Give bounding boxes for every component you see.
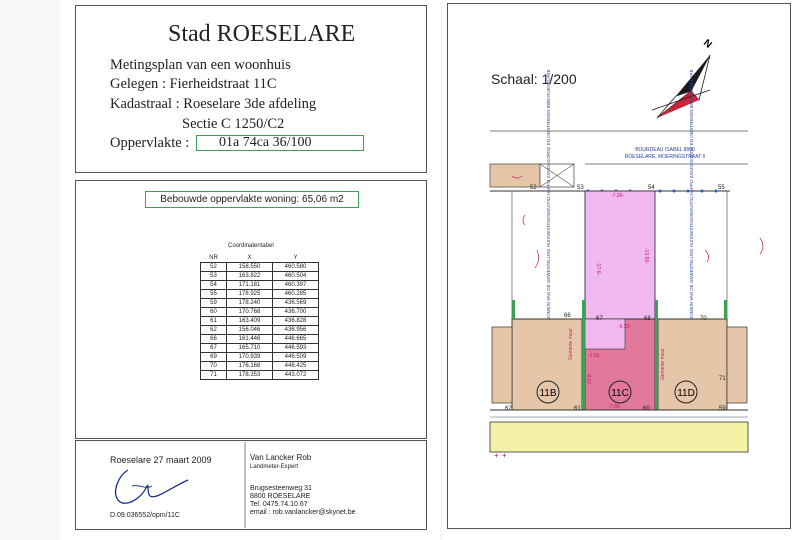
table-cell: 178.240 (227, 299, 273, 308)
point-number: 70 (700, 316, 707, 322)
point-number: 52 (530, 185, 537, 191)
point-number: 71 (719, 376, 726, 382)
coordinates-caption: Coordinatentabel (228, 243, 274, 249)
lot-label-11d: 11D (677, 388, 695, 399)
reference: D.09.036552/opm/11C (110, 512, 180, 519)
table-cell: 446.425 (273, 362, 319, 371)
neighbor-right: DOMEIN VAN DE GEWESTELIJKE HUISVESTINGSMAATSCHAPPIJ ZANDVOORDE EN OMSTREKEN 8800 ROESELARE (689, 69, 694, 320)
party-wall-label: Gemene muur (568, 328, 574, 360)
point-number: 55 (718, 185, 725, 191)
table-cell: 59 (201, 299, 227, 308)
table-cell: 60 (201, 308, 227, 317)
shed-left (490, 164, 540, 187)
table-cell: 66 (201, 335, 227, 344)
table-cell: 176.168 (227, 362, 273, 371)
table-cell: 460.285 (273, 290, 319, 299)
table-cell: 436.700 (273, 308, 319, 317)
point-number: 62 (505, 406, 512, 412)
point-number: 54 (648, 185, 655, 191)
table-cell: 70 (201, 362, 227, 371)
svg-text:+: + (494, 451, 499, 460)
table-cell: 62 (201, 326, 227, 335)
measure-label: -7.36- (608, 404, 622, 410)
built-area: Bebouwde oppervlakte woning: 65,06 m2 (145, 191, 359, 208)
measure-label: -2.53- (588, 353, 602, 359)
subject-line: Metingsplan van een woonhuis (110, 57, 291, 73)
surveyor-title: Landmeter-Expert (250, 464, 299, 470)
table-cell: 156.046 (227, 326, 273, 335)
party-wall-label: Gemene muur (660, 348, 666, 380)
point-number: 61 (574, 406, 581, 412)
measure-label: -7.36- (611, 193, 625, 199)
table-cell: 460.397 (273, 281, 319, 290)
column-header: Y (293, 255, 298, 261)
table-cell: 54 (201, 281, 227, 290)
column-header: NR (209, 255, 218, 261)
table-cell: 460.580 (273, 263, 319, 272)
point-number: 60 (643, 406, 650, 412)
location-label: Gelegen (110, 76, 159, 92)
table-cell: 161.446 (227, 335, 273, 344)
table-cell: 163.822 (227, 272, 273, 281)
table-cell: 71 (201, 371, 227, 380)
lot-label-11c: 11C (611, 388, 629, 399)
point-number: 67 (596, 316, 603, 322)
street-strip (490, 422, 748, 452)
section-value: Sectie C 1250/C2 (182, 116, 285, 132)
north-arrow-icon (652, 38, 714, 118)
table-cell: 446.665 (273, 335, 319, 344)
cadastre-line: Kadastraal : Roeselare 3de afdeling (110, 96, 317, 112)
point-number: 66 (564, 313, 571, 319)
table-cell: 170.768 (227, 308, 273, 317)
surveyor-name: Van Lancker Rob (250, 453, 312, 462)
table-cell: 163.409 (227, 317, 273, 326)
table-cell: 178.353 (227, 371, 273, 380)
neighbor-top-1: BOURDEAU ISABEL 8800 (635, 147, 695, 153)
measure-label: -8.07- (585, 373, 591, 387)
table-cell: 178.925 (227, 290, 273, 299)
point-number: 68 (644, 316, 651, 322)
measure-label: -13.59- (643, 248, 649, 264)
table-cell: 61 (201, 317, 227, 326)
table-cell: 55 (201, 290, 227, 299)
column-header: X (247, 255, 252, 261)
area-line: Oppervlakte : (110, 135, 190, 151)
address-city: 8800 ROESELARE (250, 493, 311, 500)
north-letter: N (701, 37, 714, 51)
table-cell: 171.181 (227, 281, 273, 290)
table-cell: 170.939 (227, 353, 273, 362)
table-cell: 52 (201, 263, 227, 272)
table-cell: 53 (201, 272, 227, 281)
area-label: Oppervlakte (110, 135, 182, 151)
email: email : rob.vanlancker@skynet.be (250, 509, 356, 516)
city-title: Stad ROESELARE (168, 21, 356, 47)
measure-label: -17.6- (595, 262, 601, 276)
point-number: 53 (577, 185, 584, 191)
location-line: Gelegen : Fierheidstraat 11C (110, 76, 277, 92)
measure-label: -5.23- (618, 324, 632, 330)
phone: Tel. 0475.74.10.67 (250, 501, 308, 508)
location-value: Fierheidstraat 11C (169, 76, 277, 92)
address-street: Brugsesteenweg 31 (250, 485, 312, 492)
table-cell: 436.828 (273, 317, 319, 326)
cadastre-label: Kadastraal (110, 96, 172, 112)
table-cell: 69 (201, 353, 227, 362)
table-cell: 446.593 (273, 344, 319, 353)
lot-label-11b: 11B (539, 388, 557, 399)
table-cell: 436.569 (273, 299, 319, 308)
table-cell: 165.710 (227, 344, 273, 353)
point-number: 59 (719, 406, 726, 412)
neighbor-top-2: ROESELARE, MOERINGSTRAAT 6 (624, 154, 706, 160)
neighbor-left: DOMEIN VAN DE GEWESTELIJKE HUISVESTINGSMAATSCHAPPIJ ZANDVOORDE EN OMSTREKEN 8800 ROESELARE (546, 69, 551, 320)
table-cell: 67 (201, 344, 227, 353)
area-value: 01a 74ca 36/100 (196, 135, 364, 151)
svg-text:+: + (502, 451, 507, 460)
cadastre-value: Roeselare 3de afdeling (183, 96, 317, 112)
table-cell: 460.504 (273, 272, 319, 281)
scale-label: Schaal: 1/200 (491, 71, 577, 87)
table-cell: 443.072 (273, 371, 319, 380)
table-cell: 436.956 (273, 326, 319, 335)
table-cell: 158.550 (227, 263, 273, 272)
table-cell: 446.509 (273, 353, 319, 362)
place-date: Roeselare 27 maart 2009 (110, 455, 212, 465)
